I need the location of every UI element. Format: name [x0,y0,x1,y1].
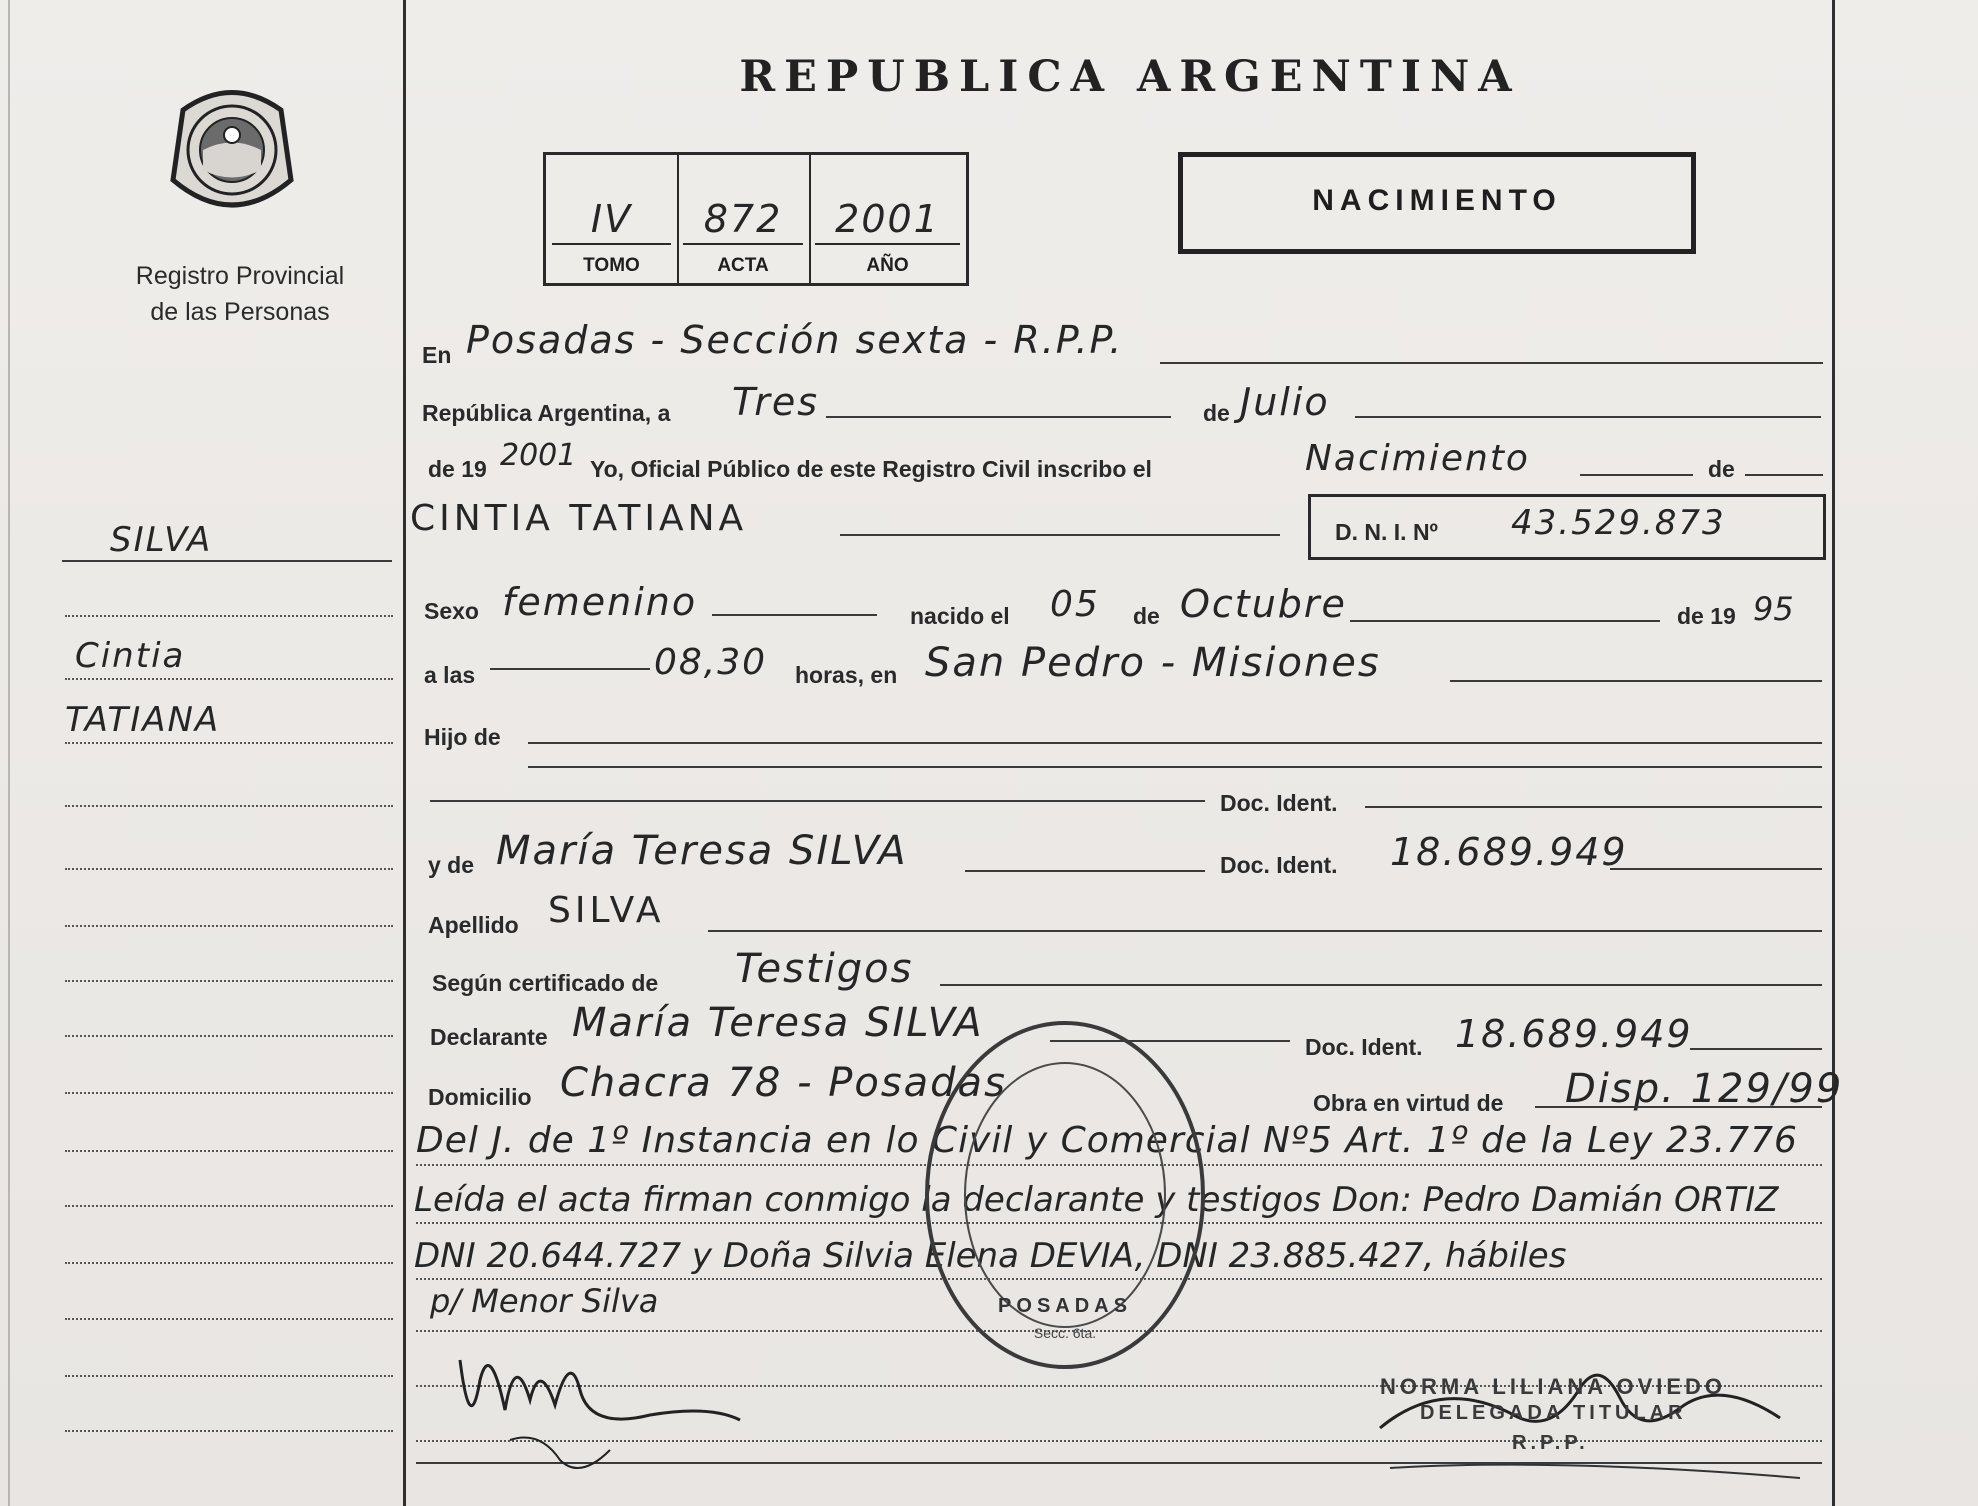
text-line-b: Leída el acta firman conmigo la declarante y testigos Don: Pedro Damián ORTIZ [414,1180,1779,1220]
declarante-doc-rule [1690,1048,1822,1050]
sexo-label: Sexo [424,598,479,624]
left-page-edge [8,0,10,1506]
provincial-seal-icon [163,80,301,228]
text-line-c: DNI 20.644.727 y Doña Silvia Elena DEVIA, DNI 23.885.427, hábiles [414,1236,1567,1276]
mes-value: Julio [1240,380,1330,424]
en-rule [1160,362,1823,364]
official-name: NORMA LILIANA OVIEDO [1380,1374,1727,1399]
tomo-value: IV [590,197,633,241]
mes-rule [1355,416,1821,418]
tomo-label: TOMO [583,255,640,276]
obra-rule [1535,1106,1822,1108]
segun-rule [940,984,1822,986]
en-value: Posadas - Sección sexta - R.P.P. [466,318,1124,362]
padre-doc-rule [1365,806,1822,808]
obra-label: Obra en virtud de [1313,1090,1504,1116]
sexo-value: femenino [502,580,698,624]
ano-value: 2001 [835,197,940,241]
nombre-rule [840,534,1280,536]
sexo-rule [712,614,877,616]
padre-doc-label: Doc. Ident. [1220,790,1338,816]
apellido-label: Apellido [428,912,519,938]
de-end-rule [1745,474,1823,476]
nombre-value: CINTIA TATIANA [410,498,748,539]
registry-line-1: Registro Provincial [135,262,345,290]
segun-value: Testigos [735,946,914,992]
horas-label: horas, en [795,662,898,688]
anio-value: 2001 [500,438,577,473]
ano-label: AÑO [866,255,909,276]
acta-box [543,152,969,286]
registry-stamp [920,1015,1210,1375]
lugar-rule [1450,680,1822,682]
obra-value: Disp. 129/99 [1565,1066,1844,1112]
registry-name [90,258,390,330]
text-line-d: p/ Menor Silva [430,1282,659,1320]
hijo-rule-2 [528,766,1822,768]
text-line-a: Del J. de 1º Instancia en lo Civil y Comercial Nº5 Art. 1º de la Ley 23.776 [416,1120,1798,1161]
margin-surname: SILVA [110,520,213,560]
ano-cell [809,155,966,283]
apellido-value: SILVA [548,890,665,931]
stamp-seal-icon [920,1015,1210,1375]
domicilio-label: Domicilio [428,1084,532,1110]
declarant-signature-icon [450,1320,750,1490]
de19-label: de 19 [428,456,487,482]
lugar-value: San Pedro - Misiones [925,640,1381,686]
official-role: DELEGADA TITULAR [1420,1402,1687,1424]
dni-value: 43.529.873 [1511,503,1726,543]
acta-value: 872 [703,197,783,241]
nacido-label: nacido el [910,603,1010,629]
nacido-de-label: de [1133,603,1160,629]
dni-label: D. N. I. Nº [1335,519,1438,545]
stamp-sub: Secc. 6ta. [1033,1325,1097,1341]
en-label: En [422,342,452,368]
margin-name-1: Cintia [75,636,186,676]
madre-rule [965,870,1205,872]
acta-label: ACTA [717,255,769,276]
act-type-label: NACIMIENTO [1312,184,1562,217]
margin-name-2: TATIANA [65,700,221,740]
dia-value: Tres [732,380,820,424]
acta-cell [677,155,811,283]
left-column-divider [403,0,406,1506]
declarante-doc-label: Doc. Ident. [1305,1034,1423,1060]
inscribo-rule [1580,474,1693,476]
dia-rule [826,416,1171,418]
padre-rule [430,800,1205,802]
yde-label: y de [428,852,475,878]
republica-label: República Argentina, a [422,400,671,426]
act-type-box [1178,152,1696,254]
tomo-cell [546,155,679,283]
madre-doc-label: Doc. Ident. [1220,852,1338,878]
oficial-text: Yo, Oficial Público de este Registro Civil inscribo el [590,456,1152,482]
nacido-rule [1350,620,1660,622]
de1995-label: de 19 [1677,603,1736,629]
hijo-label: Hijo de [424,724,501,750]
segun-label: Según certificado de [432,970,659,996]
right-border-line [1832,0,1835,1506]
madre-doc-rule [1610,868,1822,870]
hijo-rule [528,742,1822,744]
alas-rule [490,668,650,670]
de-label: de [1203,400,1230,426]
domicilio-value: Chacra 78 - Posadas [560,1060,1007,1106]
dni-box [1308,494,1826,560]
margin-rule [62,560,392,562]
apellido-rule [708,930,1822,932]
nacido-anio: 95 [1753,590,1794,628]
stamp-text: POSADAS [998,1295,1132,1317]
madre-doc-value: 18.689.949 [1390,830,1628,874]
page-title: REPUBLICA ARGENTINA [739,52,1521,102]
inscribo-value: Nacimiento [1305,438,1530,479]
nacido-dia: 05 [1050,584,1100,625]
declarante-doc-value: 18.689.949 [1455,1012,1693,1056]
alas-label: a las [424,662,476,688]
hora-value: 08,30 [654,642,768,683]
nacido-mes: Octubre [1180,582,1347,626]
madre-value: María Teresa SILVA [496,828,908,874]
de-end-label: de [1708,456,1735,482]
declarante-value: María Teresa SILVA [572,1000,984,1046]
registry-line-2: de las Personas [150,298,330,326]
official-office: R.P.P. [1512,1432,1589,1454]
declarante-label: Declarante [430,1024,548,1050]
